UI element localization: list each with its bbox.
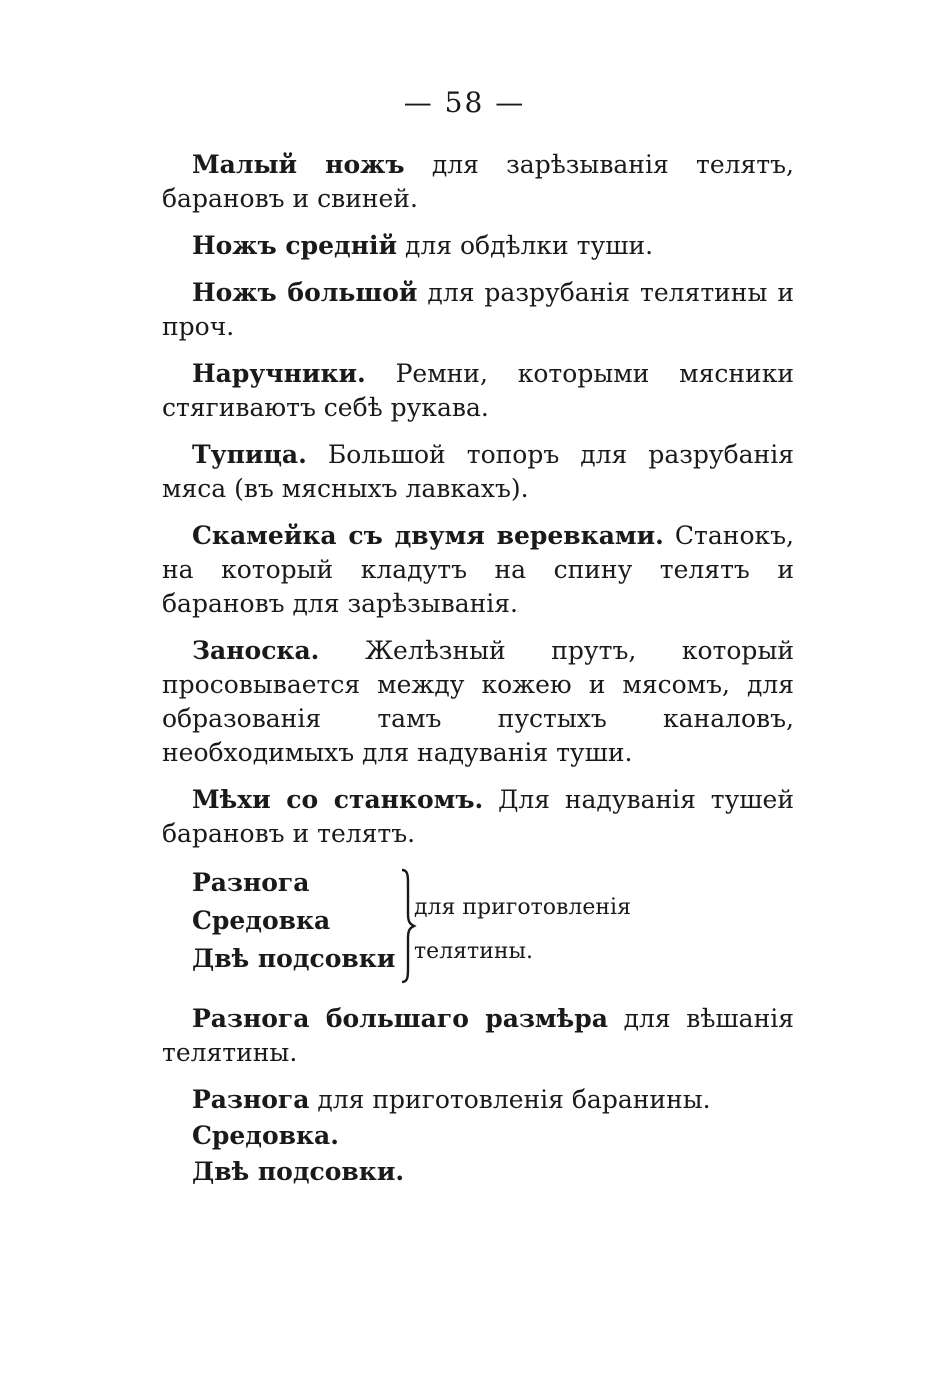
page-body <box>162 148 794 1191</box>
final-line-hanger <box>192 1083 794 1117</box>
final-line-podsovki <box>192 1155 794 1189</box>
entry-term: Ножъ большой <box>192 278 418 307</box>
entry-bench <box>162 519 794 621</box>
entry-rod <box>162 634 794 770</box>
grouped-tools-list <box>192 864 422 978</box>
entry-term: Скамейка съ двумя веревками. <box>192 521 664 550</box>
entry-cleaver <box>162 438 794 506</box>
entry-small-knife <box>162 148 794 216</box>
entry-term: Малый ножъ <box>192 150 405 179</box>
entry-desc: Большой топоръ для разрубанія мяса (въ мясныхъ лавкахъ). <box>162 440 794 503</box>
entry-desc: для разрубанія телятины и проч. <box>162 278 794 341</box>
final-line-sredovka <box>192 1119 794 1153</box>
group-note-line: для приготовленія <box>414 895 631 920</box>
entry-desc: для зарѣзыванія телятъ, барановъ и свиней. <box>162 150 794 213</box>
entry-desc: Для надуванія тушей барановъ и телятъ. <box>162 785 794 848</box>
entry-desc: для обдѣлки туши. <box>397 231 654 260</box>
group-note <box>414 886 674 974</box>
entry-term: Мѣхи со станкомъ. <box>192 785 484 814</box>
group-item: Средовка <box>192 906 331 935</box>
entry-term: Двѣ подсовки. <box>192 1157 405 1186</box>
entry-large-knife <box>162 276 794 344</box>
entry-desc: Ремни, которыми мясники стягиваютъ себѣ рукава. <box>162 359 794 422</box>
entry-medium-knife <box>162 229 794 263</box>
page-number: — 58 — <box>403 86 526 119</box>
entry-term: Ножъ средній <box>192 231 398 260</box>
entry-desc: Станокъ, на который кладутъ на спину телятъ и барановъ для зарѣзыванія. <box>162 521 794 618</box>
entry-desc: для вѣшанія телятины. <box>162 1004 795 1067</box>
entry-term: Заноска. <box>192 636 320 665</box>
entry-large-hanger <box>162 1002 794 1070</box>
entry-term: Разнога большаго размѣра <box>192 1004 608 1033</box>
entry-desc: для приготовленія баранины. <box>309 1085 711 1114</box>
entry-term: Средовка. <box>192 1121 339 1150</box>
grouped-tools <box>192 864 794 988</box>
entry-desc: Желѣзный прутъ, который просовывается между кожею и мясомъ, для образованія тамъ пустыхъ каналовъ, необходимыхъ для надуванія туши. <box>162 636 794 767</box>
group-item: Двѣ подсовки <box>192 944 396 973</box>
entry-term: Наручники. <box>192 359 366 388</box>
group-item: Разнога <box>192 868 310 897</box>
group-note-line: телятины. <box>414 939 534 964</box>
entry-bellows <box>162 783 794 851</box>
entry-sleeve-straps <box>162 357 794 425</box>
entry-term: Тупица. <box>192 440 307 469</box>
entry-term: Разнога <box>192 1085 310 1114</box>
